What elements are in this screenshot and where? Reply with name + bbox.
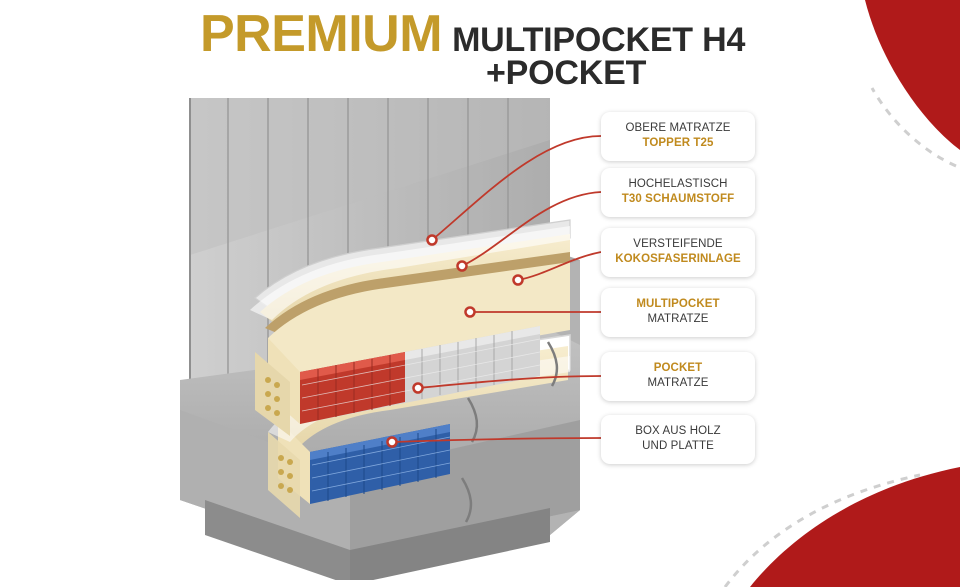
- callout-pocket[interactable]: [601, 352, 755, 401]
- callout-foam-line1: HOCHELASTISCH: [628, 178, 728, 190]
- callout-box-line2: UND PLATTE: [642, 440, 714, 453]
- title-sub: +POCKET: [486, 54, 647, 92]
- callout-coconut-line2: KOKOSFASERINLAGE: [615, 253, 741, 266]
- callout-coconut[interactable]: [601, 228, 755, 277]
- callout-multipocket-line2: MATRATZE: [647, 313, 709, 326]
- callout-foam-line2: T30 SCHAUMSTOFF: [621, 193, 735, 206]
- callout-multipocket[interactable]: [601, 288, 755, 337]
- title-main: MULTIPOCKET H4: [452, 21, 746, 59]
- callout-pocket-line1: POCKET: [653, 362, 703, 374]
- callout-foam[interactable]: [601, 168, 755, 217]
- callout-topper[interactable]: [601, 112, 755, 161]
- title-line-1: [200, 5, 820, 63]
- callout-box[interactable]: [601, 415, 755, 464]
- title-premium: PREMIUM: [200, 5, 443, 63]
- callout-box-line1: BOX AUS HOLZ: [635, 425, 721, 437]
- callout-multipocket-line1: MULTIPOCKET: [636, 298, 720, 310]
- boxspring-cutaway-diagram: [150, 80, 620, 580]
- callout-coconut-line1: VERSTEIFENDE: [633, 238, 723, 250]
- callout-pocket-line2: MATRATZE: [647, 377, 709, 390]
- callout-topper-line2: TOPPER T25: [642, 137, 714, 150]
- callout-topper-line1: OBERE MATRATZE: [625, 122, 731, 134]
